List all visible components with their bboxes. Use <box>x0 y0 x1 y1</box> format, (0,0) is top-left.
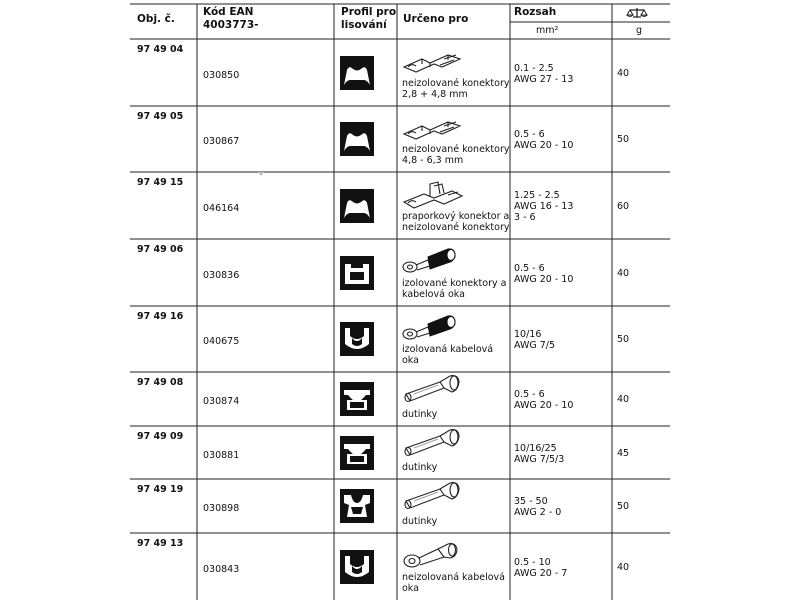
row-usage-text: kabelová oka <box>402 289 465 300</box>
row-ean-code: 030898 <box>203 503 240 514</box>
row-obj-number: 97 49 16 <box>137 311 184 322</box>
row-obj-number: 97 49 09 <box>137 431 184 442</box>
row-weight: 40 <box>617 394 630 405</box>
row-weight: 50 <box>617 334 630 345</box>
row-usage-text: neizolované konektory <box>402 78 510 89</box>
insulated-lug-icon <box>400 312 466 346</box>
profile-a-icon <box>340 122 374 156</box>
row-usage-text: dutinky <box>402 462 438 473</box>
row-range-text: 0.5 - 6 <box>514 129 545 140</box>
row-range-text: 0.5 - 6 <box>514 389 545 400</box>
row-ean-code: 030843 <box>203 564 240 575</box>
row-usage-text: oka <box>402 583 419 594</box>
ferrule-icon <box>400 481 466 515</box>
row-usage-text: 2,8 + 4,8 mm <box>402 89 468 100</box>
row-usage-text: izolovaná kabelová <box>402 344 494 355</box>
row-obj-number: 97 49 08 <box>137 377 184 388</box>
row-obj-number: 97 49 05 <box>137 111 184 122</box>
row-range-text: AWG 27 - 13 <box>514 74 574 85</box>
row-usage-text: izolované konektory a <box>402 278 507 289</box>
row-weight: 50 <box>617 134 630 145</box>
row-ean-code: 030874 <box>203 396 240 407</box>
row-ean-code: 046164 <box>203 203 240 214</box>
header-ean-line1: Kód EAN <box>203 6 254 18</box>
profile-e-icon <box>340 489 374 523</box>
row-ean-code: 030836 <box>203 270 240 281</box>
row-usage-text: oka <box>402 355 419 366</box>
profile-d-icon <box>340 382 374 416</box>
row-range-text: 10/16/25 <box>514 443 557 454</box>
row-range-text: AWG 20 - 7 <box>514 568 568 579</box>
row-usage-text: neizolované konektory <box>402 222 510 233</box>
row-weight: 45 <box>617 448 630 459</box>
row-range-text: AWG 20 - 10 <box>514 274 574 285</box>
row-range-text: 0.1 - 2.5 <box>514 63 554 74</box>
row-range-text: AWG 20 - 10 <box>514 140 574 151</box>
row-usage-text: neizolované konektory <box>402 144 510 155</box>
header-range-unit: mm² <box>536 25 559 36</box>
row-ean-code: 030850 <box>203 70 240 81</box>
row-obj-number: 97 49 06 <box>137 244 184 255</box>
header-weight-unit: g <box>636 25 643 36</box>
row-range-text: 0.5 - 6 <box>514 263 545 274</box>
row-range-text: AWG 16 - 13 <box>514 201 574 212</box>
row-weight: 40 <box>617 562 630 573</box>
row-weight: 60 <box>617 201 630 212</box>
ferrule-icon <box>400 428 466 462</box>
profile-d-icon <box>340 436 374 470</box>
header-profile-line2: lisování <box>341 19 387 31</box>
row-range-text: 1.25 - 2.5 <box>514 190 560 201</box>
row-range-text: AWG 7/5/3 <box>514 454 565 465</box>
flat-connector-icon <box>400 112 466 146</box>
header-intended: Určeno pro <box>403 13 469 25</box>
profile-c-icon <box>340 550 374 584</box>
header-profile-line1: Profil pro <box>341 6 397 18</box>
row-usage-text: praporkový konektor a <box>402 211 510 222</box>
row-usage-text: 4,8 - 6,3 mm <box>402 155 464 166</box>
header-obj: Obj. č. <box>137 13 175 25</box>
profile-b-icon <box>340 256 374 290</box>
profile-a-icon <box>340 56 374 90</box>
header-range: Rozsah <box>514 6 557 18</box>
flat-connector-icon <box>400 45 466 79</box>
row-range-text: 3 - 6 <box>514 212 536 223</box>
profile-c-icon <box>340 322 374 356</box>
row-obj-number: 97 49 15 <box>137 177 184 188</box>
profile-a-icon <box>340 189 374 223</box>
row-usage-text: dutinky <box>402 409 438 420</box>
ferrule-icon <box>400 374 466 408</box>
row-weight: 40 <box>617 68 630 79</box>
header-ean-line2: 4003773- <box>203 19 259 31</box>
row-ean-code: 040675 <box>203 336 240 347</box>
ring-lug-icon <box>400 539 466 573</box>
row-usage-text: neizolovaná kabelová <box>402 572 505 583</box>
insulated-lug-icon <box>400 245 466 279</box>
row-obj-number: 97 49 04 <box>137 44 184 55</box>
row-weight: 50 <box>617 501 630 512</box>
row-range-text: AWG 7/5 <box>514 340 556 351</box>
row-range-text: 35 - 50 <box>514 496 548 507</box>
row-weight: 40 <box>617 268 630 279</box>
row-usage-text: dutinky <box>402 516 438 527</box>
row-ean-code: 030881 <box>203 450 240 461</box>
row-ean-code: 030867 <box>203 136 240 147</box>
row-obj-number: 97 49 19 <box>137 484 184 495</box>
flag-connector-icon <box>400 178 466 212</box>
row-range-text: 0.5 - 10 <box>514 557 551 568</box>
row-obj-number: 97 49 13 <box>137 538 184 549</box>
row-range-text: 10/16 <box>514 329 542 340</box>
row-range-text: AWG 20 - 10 <box>514 400 574 411</box>
row-range-text: AWG 2 - 0 <box>514 507 562 518</box>
scale-icon <box>624 6 650 20</box>
